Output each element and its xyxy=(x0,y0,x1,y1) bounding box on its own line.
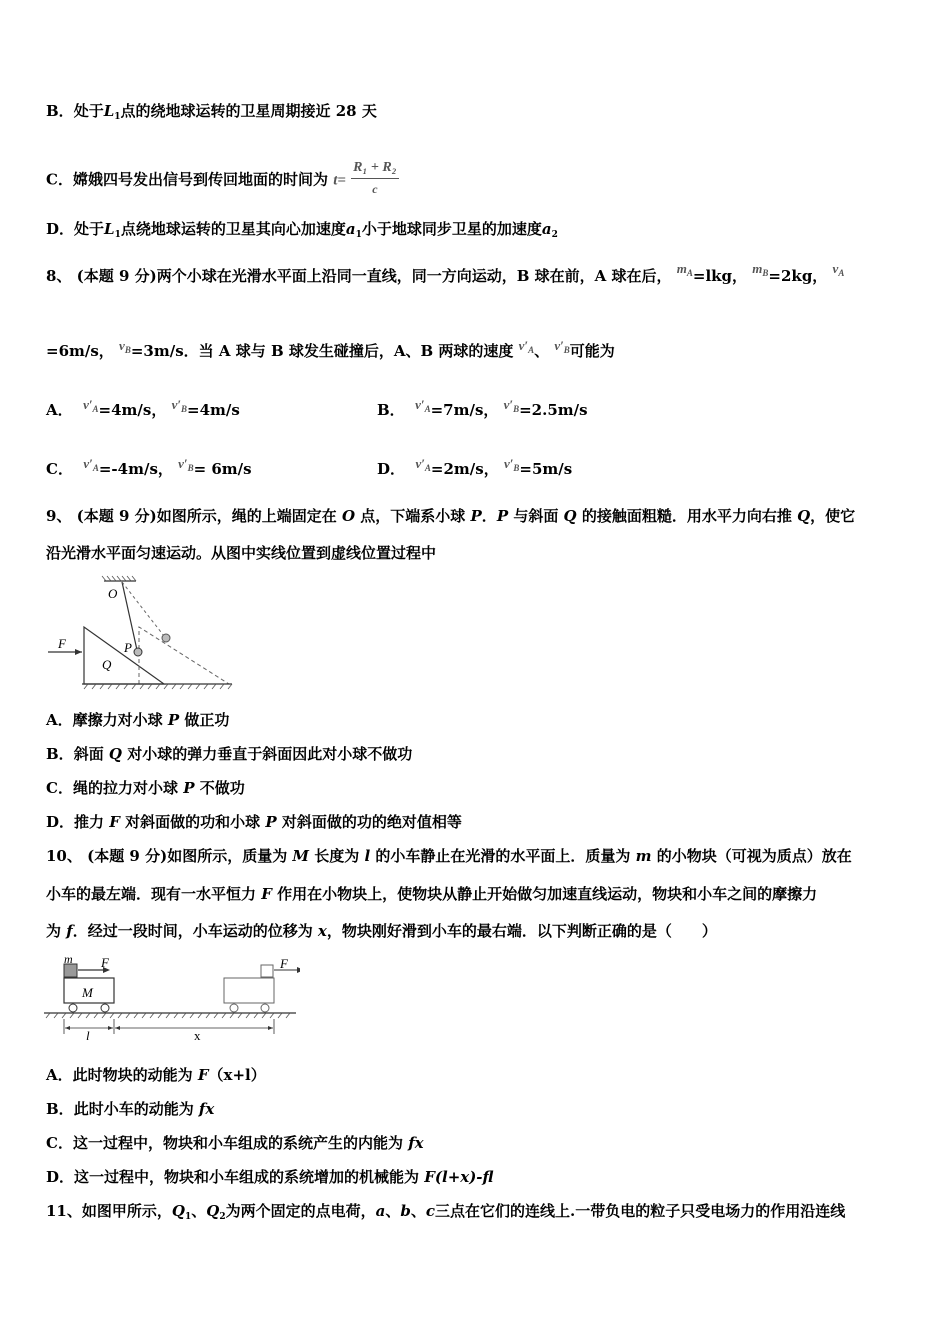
q8-stem-line1: 8、 (本题 9 分)两个小球在光滑水平面上沿同一直线，同一方向运动，B 球在前，A 球在后， $m^A=lkg$， $m^B=2kg$， $v^A$ xyxy=(46,261,845,285)
fig-label-F: F xyxy=(58,636,66,651)
fig-label-m: m xyxy=(64,952,73,966)
q9-stem-line2: 沿光滑水平面匀速运动。从图中实线位置到虚线位置过程中 xyxy=(46,544,437,562)
fig-label-x: x xyxy=(194,1028,201,1042)
q10-stem-line2: 小车的最左端．现有一水平恒力 F 作用在小物块上，使物块从静止开始做匀加速直线运动，物块和小车之间的摩擦力 xyxy=(46,885,818,903)
fig-label-l: l xyxy=(86,1028,90,1042)
q8-option-b: B． $v'^A=7m/s$， $v'^B=2.5m/s$ xyxy=(377,397,588,419)
q9-option-a: A．摩擦力对小球 P 做正功 xyxy=(46,711,230,729)
q10-option-b: B．此时小车的动能为 fx xyxy=(46,1100,215,1118)
q10-option-c: C．这一过程中，物块和小车组成的系统产生的内能为 fx xyxy=(46,1134,424,1152)
q10-figure xyxy=(44,950,300,1042)
q8-stem-line2: =6m/s， $v^B=3m/s$．当 A 球与 B 球发生碰撞后，A、B 两球的速度 $v'^A$、 $v'^B$可能为 xyxy=(46,338,615,360)
q9-option-b: B．斜面 Q 对小球的弹力垂直于斜面因此对小球不做功 xyxy=(46,745,413,763)
q9-option-d: D．推力 F 对斜面做的功和小球 P 对斜面做的功的绝对值相等 xyxy=(46,813,462,831)
ball-p-dashed xyxy=(162,634,170,642)
fig-label-M: M xyxy=(82,985,93,1000)
q7-option-c: C．嫦娥四号发出信号到传回地面的时间为 t= $\frac{\text{R₁ + R₂}}{c}$ xyxy=(46,160,399,201)
q7-option-b: B．处于$L_1$点的绕地球运转的卫星周期接近 28 天 xyxy=(46,102,377,122)
q10-option-a: A．此时物块的动能为 F（x+l） xyxy=(46,1066,266,1084)
fig-label-Q: Q xyxy=(102,657,112,672)
q8-option-c: C． $v'^A=-4m/s$， $v'^B= 6m/s$ xyxy=(46,456,252,478)
cart-m-end xyxy=(224,978,274,1003)
fig-label-F1: F xyxy=(101,955,109,970)
q11-stem-line1: 11、如图甲所示，$Q_1$、$Q_2$为两个固定的点电荷，a、b、c三点在它们的连线上.一带负电的粒子只受电场力的作用沿连线 xyxy=(46,1202,846,1222)
q7-option-d: D．处于$L_1$点绕地球运转的卫星其向心加速度$a_1$小于地球同步卫星的加速度$a_2$ xyxy=(46,220,558,240)
q10-stem-line3: 为 f．经过一段时间，小车运动的位移为 x，物块刚好滑到小车的最右端．以下判断正确的是（ ） xyxy=(46,922,717,940)
q10-option-d: D．这一过程中，物块和小车组成的系统增加的机械能为 F(l+x)-fl xyxy=(46,1168,494,1186)
q8-option-d: D． $v'^A=2m/s$， $v'^B=5m/s$ xyxy=(377,456,573,478)
fig-label-P: P xyxy=(124,640,132,655)
q9-figure xyxy=(44,572,239,690)
block-m-end xyxy=(261,965,273,977)
formula-numerator: R₁ + R₂ xyxy=(351,158,398,179)
q10-stem-line1: 10、 (本题 9 分)如图所示，质量为 M 长度为 l 的小车静止在光滑的水平面上．质量为 m 的小物块（可视为质点）放在 xyxy=(46,847,852,865)
q9-option-c: C．绳的拉力对小球 P 不做功 xyxy=(46,779,245,797)
fig-label-O: O xyxy=(108,586,118,601)
ball-p xyxy=(134,648,142,656)
q9-stem-line1: 9、 (本题 9 分)如图所示，绳的上端固定在 O 点，下端系小球 P．P 与斜面 Q 的接触面粗糙．用水平力向右推 Q，使它 xyxy=(46,507,856,525)
fig-label-F2: F xyxy=(280,956,288,971)
formula-denominator: c xyxy=(372,182,378,196)
q8-option-a: A． $v'^A=4m/s$， $v'^B=4m/s$ xyxy=(46,397,240,419)
